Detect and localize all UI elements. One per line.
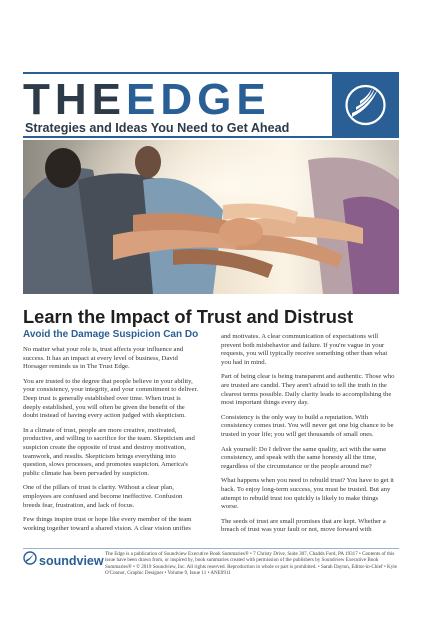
article-right-column	[221, 333, 396, 541]
article-left-column	[23, 329, 198, 539]
footer-rule	[23, 548, 399, 549]
soundview-logo-icon	[23, 551, 37, 570]
title-edge: EDGE	[126, 75, 271, 124]
article-paragraph: Ask yourself: Do I deliver the same quality, act with the same consistency, and speak with the same honesty all the time, regardless of the circumstance or the people around me?	[221, 445, 387, 470]
article-paragraph: You are trusted to the degree that people believe in your ability, your consistency, your integrity, and your commitment to deliver. Deep trust is generally established over time. When trust is deeply established, you will often be given the benefit of the doubt instead of having every action judged with skepticism.	[23, 377, 199, 420]
footer-brand: soundview	[39, 553, 104, 568]
title-the: THE	[23, 75, 126, 124]
article-paragraph: In a climate of trust, people are more creative, motivated, productive, and willing to sacrifice for the team. Skepticism and suspicion create the opposite of trust and destroy motivation, teamwork, and results. Skepticism brings everything into question, slows processes, and promotes suspicion. America's public climate has been pervaded by suspicion.	[23, 426, 195, 477]
article-paragraph: Consistency is the only way to build a reputation. With consistency comes trust. You will never get one big chance to be trusted in your life; you will get thousands of small ones.	[221, 413, 394, 438]
article-paragraph: Part of being clear is being transparent and authentic. Those who are trusted are candid. They aren't afraid to tell the truth in the clearest terms possible. Daily clarity leads to accomplishing the most important things every day.	[221, 373, 395, 407]
newsletter-subtitle: Strategies and Ideas You Need to Get Ahead	[25, 121, 290, 135]
article-paragraph: One of the pillars of trust is clarity. Without a clear plan, employees are confused and become ineffective. Confusion breeds fear, frustration, and lack of focus.	[23, 484, 183, 509]
footer-colophon: The Edge is a publication of Soundview Executive Book Summaries® • 7 Christy Drive, Suite 307, Chadds Ford, PA 19317 • Contents of this issue have been drawn from, or inspired by, book summaries created with permission of the publishers by Soundview Executive Book Summaries® • © 2019 Soundview, Inc. All rights reserved. Reproduction in whole or part is prohibited. • Sarah Dayton, Editor-in-Chief • Kyle O'Connor, Graphic Designer • Volume 9, Issue 11 • ANE0911	[105, 551, 397, 577]
newsletter-title	[23, 75, 271, 124]
article-paragraph: What happens when you need to rebuild trust? You have to get it back. To enjoy long-term success, you must be trusted. But any attempt to rebuild trust too quickly is likely to make things worse.	[221, 477, 394, 511]
article-kicker: Avoid the Damage Suspicion Can Do	[23, 329, 199, 340]
article-headline: Learn the Impact of Trust and Distrust	[23, 306, 354, 327]
stacked-hands-photo	[23, 140, 399, 294]
article-paragraph: and motivates. A clear communication of expectations will prevent both misbehavior and failure. If you're vague in your requests, you will typically receive something other than what you had in mind.	[221, 333, 388, 366]
article-paragraph: No matter what your role is, trust affects your influence and success. It has an impact at every level of business, David Horsager reminds us in The Trust Edge.	[23, 346, 184, 371]
footer-logo	[23, 551, 104, 570]
article-paragraph: Few things inspire trust or hope like every member of the team working together toward a shared vision. A clear vision unifies	[23, 516, 192, 532]
article-paragraph: The seeds of trust are small promises that are kept. Whether a breach of trust was your fault or not, move forward with	[221, 517, 386, 534]
swoosh-icon	[332, 73, 399, 137]
